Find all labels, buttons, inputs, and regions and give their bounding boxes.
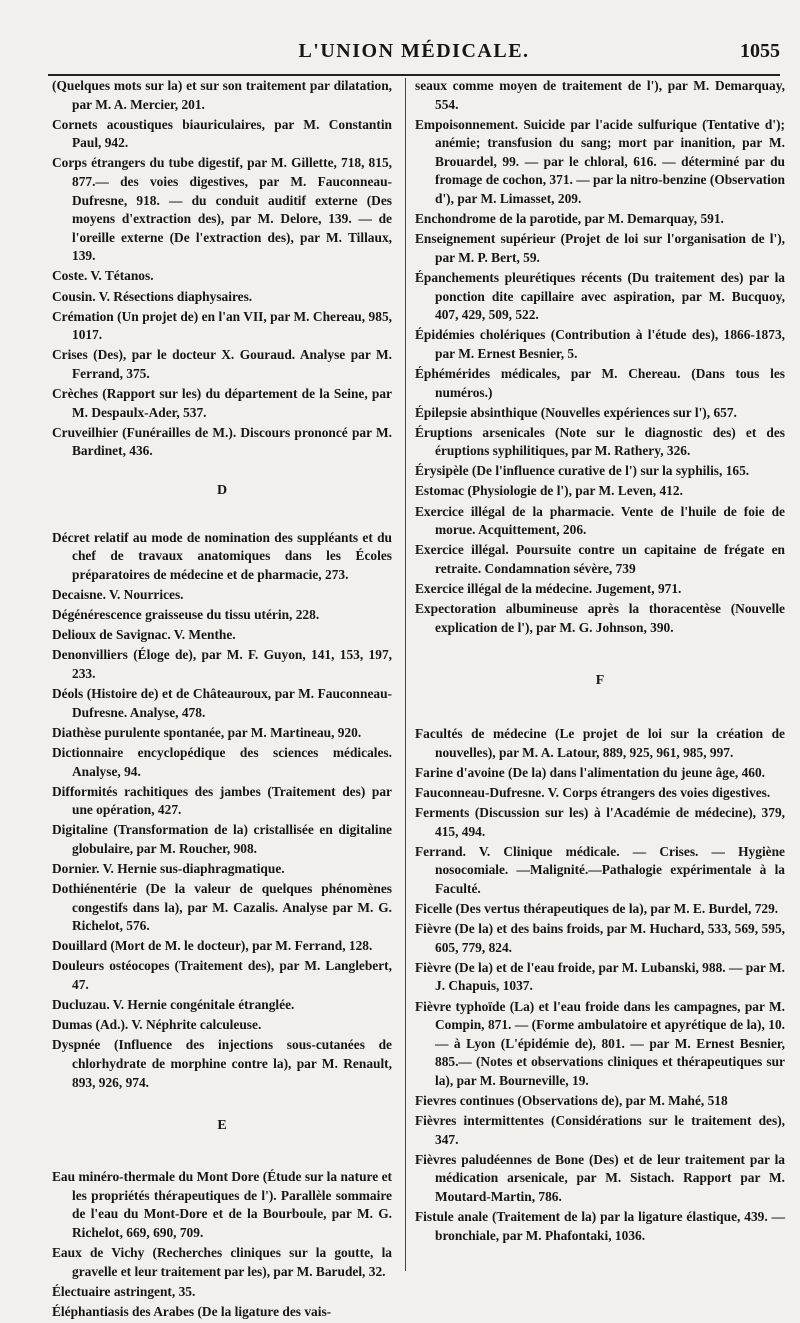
index-entry: Douillard (Mort de M. le docteur), par M. Ferrand, 128. [52,938,373,954]
index-entry: Dothiénentérie (De la valeur de quelques phénomènes congestifs dans la), par M. Cazalis. Analyse par M. G. Richelot, 576. [52,881,392,934]
index-entry: Douleurs ostéocopes (Traitement des), par M. Langlebert, 47. [52,958,392,993]
index-entry: Fauconneau-Dufresne. V. Corps étrangers des voies digestives. [415,785,771,800]
entries-d [52,529,392,1092]
page-number: 1055 [740,40,780,62]
index-entry: Fièvres paludéennes de Bone (Des) et de leur traitement par la médication arsenicale, par M. Sistach. Rapport par M. Moutard-Martin, 786. [415,1151,785,1204]
index-entry: Fievres continues (Observations de), par M. Mahé, 518 [415,1093,728,1108]
index-entry: Enseignement supérieur (Projet de loi sur l'organisation de l'), par M. P. Bert, 59. [415,231,785,265]
index-entry: Estomac (Physiologie de l'), par M. Leven, 412. [415,483,683,499]
entries-c-continued [52,77,392,461]
index-entry: Diathèse purulente spontanée, par M. Martineau, 920. [52,724,362,740]
index-entry: Ferments (Discussion sur les) à l'Académie de médecine), 379, 415, 494. [415,805,785,839]
index-entry: Éléphantiasis des Arabes (De la ligature des vais- [52,1303,332,1319]
index-entry: Ducluzau. V. Hernie congénitale étranglée. [52,997,295,1013]
index-entry: Fièvre typhoïde (La) et l'eau froide dans les campagnes, par M. Compin, 871. — (Forme ambulatoire et apyrétique de la), 10. — à Lyon (L'épidémie de), 801. — par M. Ernest Besnier, 885.— (Notes et observations cliniques et thérapeutiques sur la), par M. Bourneville, 19. [415,998,785,1088]
index-entry: Décret relatif au mode de nomination des suppléants et du chef de travaux anatomiques dans les Écoles préparatoires de médecine et de pharmacie, 273. [52,529,392,583]
index-entry: Farine d'avoine (De la) dans l'alimentation du jeune âge, 460. [415,764,766,780]
index-entry: Coste. V. Tétanos. [52,268,154,284]
index-entry: Fièvre (De la) et de l'eau froide, par M. Lubanski, 988. — par M. J. Chapuis, 1037. [415,959,785,994]
index-entry: Crémation (Un projet de) en l'an VII, par M. Chereau, 985, 1017. [52,308,392,343]
index-entry: Difformités rachitiques des jambes (Traitement des) par une opération, 427. [52,783,392,818]
index-entry: Épilepsie absinthique (Nouvelles expériences sur l'), 657. [415,404,737,420]
index-entry: Dornier. V. Hernie sus-diaphragmatique. [52,860,285,876]
index-entry: Érysipèle (De l'influence curative de l') sur la syphilis, 165. [415,463,750,479]
section-letter-e: E [217,1118,227,1134]
index-entry: Expectoration albumineuse après la thoracentèse (Nouvelle explication de l'), par M. G. Johnson, 390. [415,601,785,635]
index-entry: Cornets acoustiques biauriculaires, par M. Constantin Paul, 942. [52,116,392,151]
index-entry: Fièvre (De la) et des bains froids, par M. Huchard, 533, 569, 595, 605, 779, 824. [415,921,785,955]
column-divider [405,78,406,1271]
index-entry: Ficelle (Des vertus thérapeutiques de la), par M. E. Burdel, 729. [415,901,779,917]
index-entry: Denonvilliers (Éloge de), par M. F. Guyon, 141, 153, 197, 233. [52,647,392,682]
index-entry: Éruptions arsenicales (Note sur le diagnostic des) et des éruptions syphilitiques, par M. Rathery, 326. [415,424,785,459]
index-entry: Empoisonnement. Suicide par l'acide sulfurique (Tentative d'); anémie; transfusion du sang; mort par inanition, par M. Brouardel, 99. — par le chloral, 616. — déterminé par du fromage de cochon, 371. — par la nitro-benzine (Observation d'), par M. Limasset, 209. [415,116,785,207]
index-entry: (Quelques mots sur la) et sur son traitement par dilatation, par M. A. Mercier, 201. [52,78,392,112]
index-entry: Eaux de Vichy (Recherches cliniques sur la goutte, la gravelle et leur traitement par les), par M. Barudel, 32. [52,1244,392,1279]
index-entry: Déols (Histoire de) et de Châteauroux, par M. Fauconneau-Dufresne. Analyse, 478. [52,686,392,720]
index-entry: Électuaire astringent, 35. [52,1283,196,1299]
index-entry: Exercice illégal de la pharmacie. Vente de l'huile de foie de morue. Acquittement, 206. [415,503,785,538]
index-entry: Fistule anale (Traitement de la) par la ligature élastique, 439. — bronchiale, par M. Phafontaki, 1036. [415,1209,785,1243]
running-title: L'UNION MÉDICALE. [298,40,530,62]
index-entry: Épanchements pleurétiques récents (Du traitement des) par la ponction dite capillaire avec aspiration, par M. Bucquoy, 407, 429, 509, 522. [415,269,785,323]
index-entry: Épidémies cholériques (Contribution à l'étude des), 1866-1873, par M. Ernest Besnier, 5. [415,327,785,361]
index-entry: Exercice illégal de la médecine. Jugement, 971. [415,580,682,596]
index-entry: Facultés de médecine (Le projet de loi sur la création de nouvelles), par M. A. Latour, 889, 925, 961, 985, 997. [415,726,785,760]
index-entry: Cruveilhier (Funérailles de M.). Discours prononcé par M. Bardinet, 436. [52,424,392,459]
index-entry: Crises (Des), par le docteur X. Gouraud. Analyse par M. Ferrand, 375. [52,347,392,381]
page-header [48,38,780,70]
left-column [52,77,392,1323]
entries-e [52,1168,392,1321]
index-entry: Digitaline (Transformation de la) cristallisée en digitaline globulaire, par M. Roucher, 908. [52,822,392,856]
index-entry: Exercice illégal. Poursuite contre un capitaine de frégate en retraite. Condamnation sévère, 739 [415,542,785,576]
index-entry: seaux comme moyen de traitement de l'), par M. Demarquay, 554. [415,78,785,112]
right-column [415,77,785,1247]
index-entry: Éphémérides médicales, par M. Chereau. (Dans tous les numéros.) [415,365,785,400]
index-entry: Dictionnaire encyclopédique des sciences médicales. Analyse, 94. [52,744,392,779]
index-entry: Dégénérescence graisseuse du tissu utérin, 228. [52,607,320,623]
index-entry: Ferrand. V. Clinique médicale. — Crises. — Hygiène nosocomiale. —Malignité.—Pathalogie expérimentale à la Faculté. [415,843,785,896]
entries-f [415,725,785,1245]
header-rule [48,74,780,76]
index-entry: Enchondrome de la parotide, par M. Demarquay, 591. [415,211,724,227]
index-entry: Fièvres intermittentes (Considérations sur le traitement des), 347. [415,1113,785,1147]
index-entry: Decaisne. V. Nourrices. [52,587,184,603]
index-entry: Dyspnée (Influence des injections sous-cutanées de chlorhydrate de morphine contre la), par M. Renault, 893, 926, 974. [52,1037,392,1090]
index-entry: Delioux de Savignac. V. Menthe. [52,627,236,643]
entries-e-continued [415,77,785,637]
index-entry: Eau minéro-thermale du Mont Dore (Étude sur la nature et les propriétés thérapeutiques de l'). Parallèle sommaire de l'eau du Mont-Dore et de la Bourboule, par M. G. Richelot, 669, 690, 709. [52,1169,392,1240]
index-entry: Crèches (Rapport sur les) du département de la Seine, par M. Despaulx-Ader, 537. [52,386,392,420]
index-entry: Cousin. V. Résections diaphysaires. [52,288,253,304]
section-letter-f: F [595,673,605,689]
index-entry: Corps étrangers du tube digestif, par M. Gillette, 718, 815, 877.— des voies digestives, par M. Fauconneau-Dufresne, 918. — du conduit auditif externe (Des moyens d'extraction des), par M. Delore, 139. — de l'oreille externe (De l'extraction des), par M. Tillaux, 139. [52,155,392,264]
section-letter-d: D [216,482,228,498]
index-entry: Dumas (Ad.). V. Néphrite calculeuse. [52,1017,262,1033]
